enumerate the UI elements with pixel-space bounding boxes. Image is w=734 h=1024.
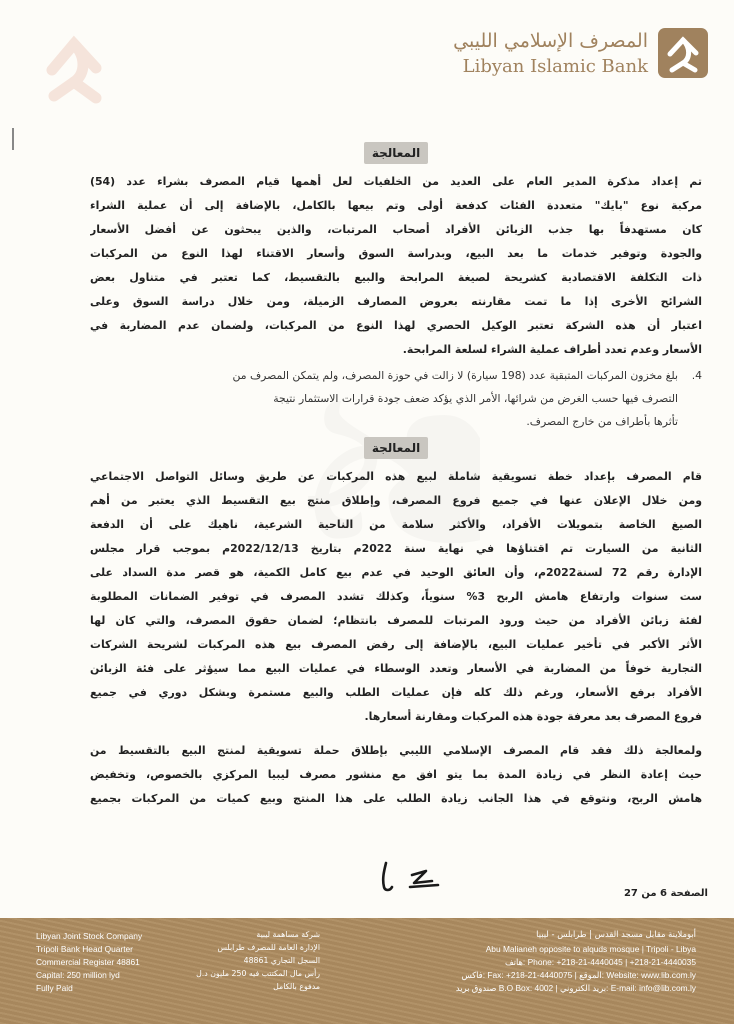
text-line: تم إعداد مذكرة المدير العام على العديد من الخلفيات لعل أهمها قيام المصرف بشراء عدد (54) (90, 175, 702, 188)
section-heading: المعالجة (364, 142, 428, 164)
footer-line: أبوملاينة مقابل مسجد القدس | طرابلس - ليبيا (536, 929, 696, 939)
text-line: قام المصرف بإعداد خطة تسويقية شاملة لبيع هذه المركبات عن طريق وسائل التواصل الاجتماعي (90, 470, 702, 483)
text-line: الإدارة رقم 72 لسنة2022م، وأن العائق الوحيد في عدم بيع كامل الكمية، هو قصر مدة السداد على (90, 566, 702, 579)
footer-line: Commercial Register 48861 (36, 957, 140, 967)
section-heading: المعالجة (364, 437, 428, 459)
faded-bank-logo-icon (38, 26, 110, 106)
footer-line: Tripoli Bank Head Quarter (36, 944, 133, 954)
text-line: بلغ مخزون المركبات المتبقية عدد (198 سيارة) لا زالت في حوزة المصرف، ولم يتمكن المصرف من (232, 369, 678, 382)
footer-address-ar (376, 928, 696, 941)
footer-line: مدفوع بالكامل (273, 982, 320, 991)
text-line: الأسعار وعدم تعدد أطراف عملية الشراء لسلعة المرابحة. (402, 343, 702, 356)
text-line: كان مستهدفاً بها جذب الزبائن الأفراد أصحاب المرتبات، والذين يبحثون عن أفضل الأسعار (90, 223, 702, 236)
signature-mark (366, 857, 476, 897)
footer-line: Fully Paid (36, 983, 73, 993)
text-line: لفئة زبائن الأفراد من حيث ورود المرتبات للمصرف بانتظام؛ لضمان حقوق المصرف، والتي كان لها (90, 614, 702, 627)
bank-logo-icon (658, 28, 708, 78)
bank-name-en: Libyan Islamic Bank (462, 56, 648, 77)
finding-item-4 (90, 364, 702, 433)
text-line: حيث إعادة النظر في زيادة المدة بما يتو افق مع منشور مصرف ليبيا المركزي بالخصوص، وتخفيض (90, 768, 702, 781)
text-line: التجارية خوفاً من المضاربة في الأسعار وتعدد الوسطاء في عمليات البيع مما سيؤثر على فئة الزبائن (90, 662, 702, 675)
text-line: والجودة وتوفير خدمات ما بعد البيع، وبدراسة السوق وأسعار الاقتناء لهذا النوع من المركبات (90, 247, 702, 260)
letterhead-footer (0, 918, 734, 1024)
footer-line: شركة مساهمة ليبية (256, 930, 320, 939)
footer-line: السجل التجاري 48861 (243, 956, 320, 965)
text-line: مركبة نوع "بايك" متعددة الفئات كدفعة أولى وتم بيعها بالكامل، بالإضافة إلى أن عملية الشراء (90, 199, 702, 212)
footer-line: Abu Malianeh opposite to alquds mosque | Tripoli - Libya (485, 944, 696, 954)
text-line: الأثر الأكبر في تأخير عمليات البيع، بالإضافة إلى رفض المصرف بيع هذه المركبات لشريحة الشركات (90, 638, 702, 651)
text-line: هامش الربح، ونتوقع في هذا الجانب زيادة الطلب على هذا المنتج وبيع كميات من المركبات بجميع (90, 792, 702, 805)
paragraph-treatment-1 (90, 170, 702, 362)
paragraph-treatment-2 (90, 465, 702, 729)
footer-line: هاتف: Phone: +218-21-4440045 | +218-21-4440035 (504, 957, 696, 967)
footer-line: فاكس: Fax: +218-21-4440075 | الموقع: Website: www.lib.com.ly (461, 970, 696, 980)
footer-company-en (36, 930, 186, 995)
text-line: ذات التكلفة الاقتصادية كشريحة لصيغة المرابحة والبيع بالتقسيط، كما تعتبر في متناول بعض (90, 271, 702, 284)
bank-brand (408, 28, 708, 84)
footer-line: صندوق بريد B.O Box: 4002 | بريد الكتروني: E-mail: info@lib.com.ly (455, 983, 696, 993)
footer-line: Libyan Joint Stock Company (36, 931, 143, 941)
text-line: ولمعالجة ذلك فقد قام المصرف الإسلامي الليبي بإطلاق حملة تسويقية لمنتج البيع بالتقسيط من (90, 744, 702, 757)
page-number: الصفحة 6 من 27 (623, 888, 708, 899)
item-number: 4. (691, 369, 702, 382)
edge-mark (12, 128, 14, 150)
text-line: ومن خلال الإعلان عنها في جميع فروع المصرف، وإطلاق منتج بيع التقسيط الذي يعتبر من أهم (90, 494, 702, 507)
text-line: تأثرها بأطراف من خارج المصرف. (526, 415, 678, 428)
text-line: الشرائح الأخرى إذا ما تمت مقارنته بعروض المصارف الزميلة، ومن خلال دراسة السوق وعلى (90, 295, 702, 308)
footer-contact (376, 943, 696, 995)
text-line: اعتبار أن هذه الشركة تعتبر الوكيل الحصري لهذا النوع من المركبات، ولضمان عدم المضاربة في (90, 319, 702, 332)
text-line: ست سنوات وارتفاع هامش الربح 3% سنوياً، وكذلك تشدد المصرف في توفير الضمانات المطلوبة (90, 590, 702, 603)
footer-company-ar (196, 928, 320, 993)
text-line: الأفراد برفع الأسعار، ورغم ذلك كله فإن عمليات الطلب والبيع مستمرة وبشكل دوري في جميع (90, 686, 702, 699)
footer-line: Capital: 250 million lyd (36, 970, 120, 980)
text-line: فروع المصرف بعد معرفة جودة هذه المركبات ومقارنة أسعارها. (364, 710, 702, 723)
text-line: الثانية من السيارت تم اقتناؤها في نهاية سنة 2022م بتاريخ 2022/12/13م بموجب قرار مجلس (90, 542, 702, 555)
document-body (90, 142, 702, 811)
paragraph-treatment-3 (90, 739, 702, 811)
bank-name-ar: المصرف الإسلامي الليبي (453, 30, 648, 52)
text-line: الصيغ الخاصة بتمويلات الأفراد، والأكثر سلامة من الناحية الشرعية، ناهيك على أن الدفعة (90, 518, 702, 531)
text-line: التصرف فيها حسب الغرض من شرائها، الأمر الذي يؤكد ضعف جودة قرارات الاستثمار نتيجة (273, 392, 678, 405)
footer-line: رأس مال المكتتب فيه 250 مليون د.ل (196, 969, 320, 978)
footer-line: الإدارة العامة للمصرف طرابلس (217, 943, 320, 952)
